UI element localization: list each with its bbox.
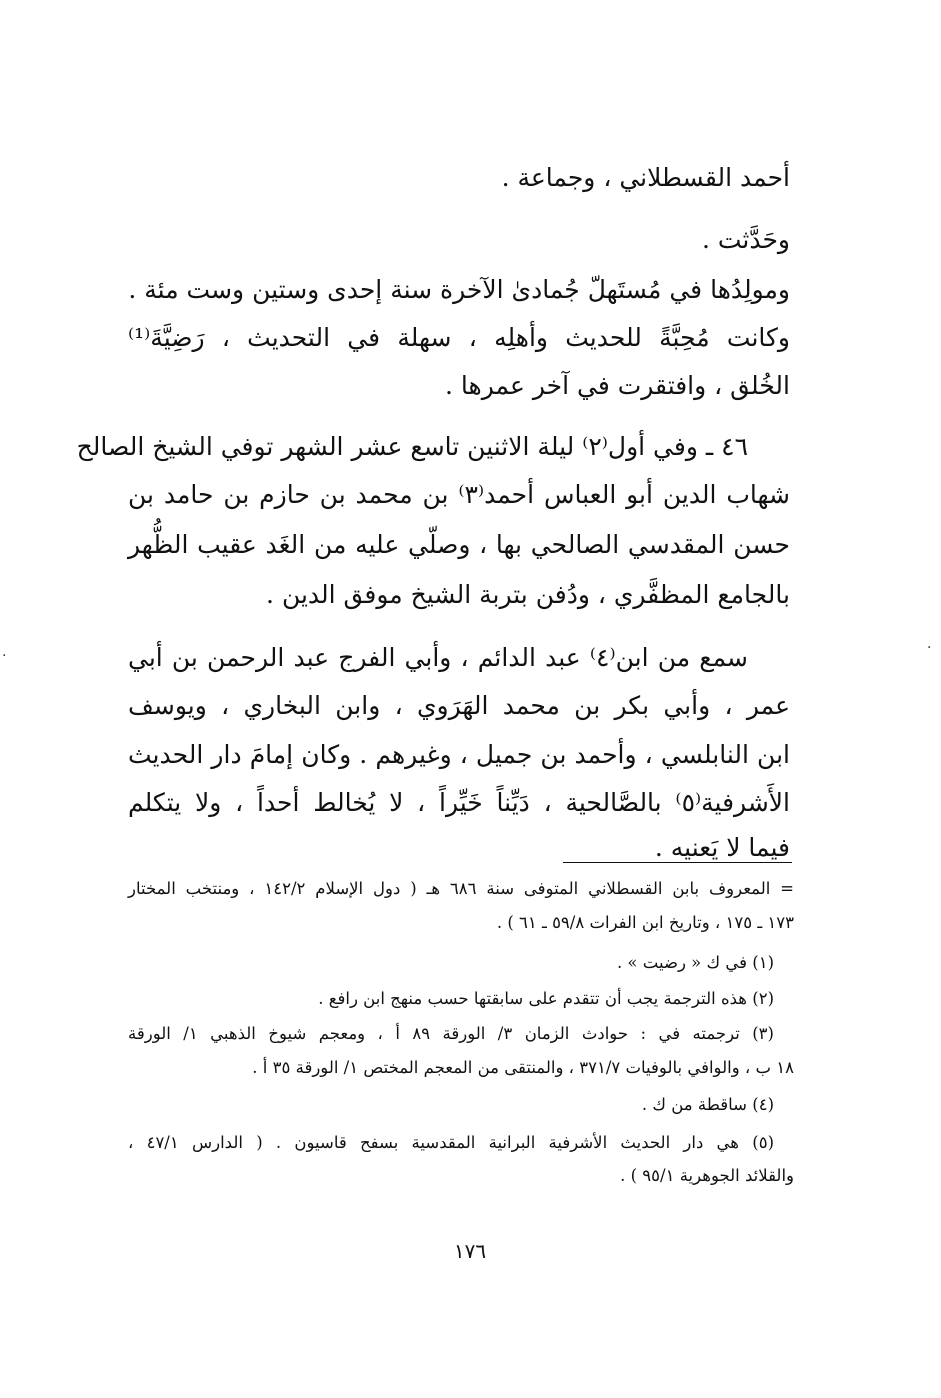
text-line: بالجامع المظفَّري ، ودُفن بتربة الشيخ موفق الدين . xyxy=(266,580,790,609)
text-line: الأَشرفية⁽٥⁾ بالصَّالحية ، دَيِّناً خَيِّراً ، لا يُخالط أحداً ، ولا يتكلم xyxy=(128,788,790,817)
text-line: ٤٦ ـ وفي أول⁽٢⁾ ليلة الاثنين تاسع عشر الشهر توفي الشيخ الصالح xyxy=(76,432,748,461)
text-line: سمع من ابن⁽٤⁾ عبد الدائم ، وأبي الفرج عبد الرحمن بن أبي xyxy=(128,643,748,672)
text-line: وكانت مُحِبَّةً للحديث وأهلِه ، سهلة في التحديث ، رَضِيَّةَ⁽¹⁾ xyxy=(128,323,790,352)
text-line: أحمد القسطلاني ، وجماعة . xyxy=(501,163,790,192)
text-line: وحَدَّثت . xyxy=(701,225,790,254)
text-line: ومولِدُها في مُستَهلّ جُمادىٰ الآخرة سنة إحدى وستين وست مئة . xyxy=(128,275,790,304)
scan-dot-mark: · xyxy=(2,648,7,664)
text-line: فيما لا يَعنيه . xyxy=(654,833,790,862)
footnote-line: والقلائد الجوهرية ٩٥/١ ) . xyxy=(620,1166,794,1185)
text-line: حسن المقدسي الصالحي بها ، وصلّي عليه من الغَد عقيب الظُّهر xyxy=(128,530,790,559)
footnote-line: ١٨ ب ، والوافي بالوفيات ٣٧١/٧ ، والمنتقى من المعجم المختص ١/ الورقة ٣٥ أ . xyxy=(252,1058,794,1077)
footnote-1: (١) في ك « رضيت » . xyxy=(616,953,774,972)
text-line: الخُلق ، وافتقرت في آخر عمرها . xyxy=(445,371,790,400)
text-line: ابن النابلسي ، وأحمد بن جميل ، وغيرهم . وكان إمامَ دار الحديث xyxy=(128,740,790,769)
scan-dot-mark: · xyxy=(927,640,932,656)
footnote-4: (٤) ساقطة من ك . xyxy=(641,1095,774,1114)
footnote-3: (٣) ترجمته في : حوادث الزمان ٣/ الورقة ٨٩ أ ، ومعجم شيوخ الذهبي ١/ الورقة xyxy=(128,1024,774,1043)
footnote-5: (٥) هي دار الحديث الأشرفية البرانية المقدسية بسفح قاسيون . ( الدارس ٤٧/١ ، xyxy=(128,1133,774,1152)
footnote-line: = المعروف بابن القسطلاني المتوفى سنة ٦٨٦ هـ ( دول الإسلام ١٤٢/٢ ، ومنتخب المختار xyxy=(128,879,795,898)
page-number: ١٧٦ xyxy=(453,1239,487,1263)
text-line: شهاب الدين أبو العباس أحمد⁽٣⁾ بن محمد بن حازم بن حامد بن xyxy=(128,480,790,509)
footnotes xyxy=(76,0,795,1200)
footnote-2: (٢) هذه الترجمة يجب أن تتقدم على سابقتها حسب منهج ابن رافع . xyxy=(318,989,774,1008)
footnote-line: ١٧٣ ـ ١٧٥ ، وتاريخ ابن الفرات ٥٩/٨ ـ ٦١ ) . xyxy=(496,913,794,932)
text-line: عمر ، وأبي بكر بن محمد الهَرَوي ، وابن البخاري ، ويوسف xyxy=(128,691,790,720)
